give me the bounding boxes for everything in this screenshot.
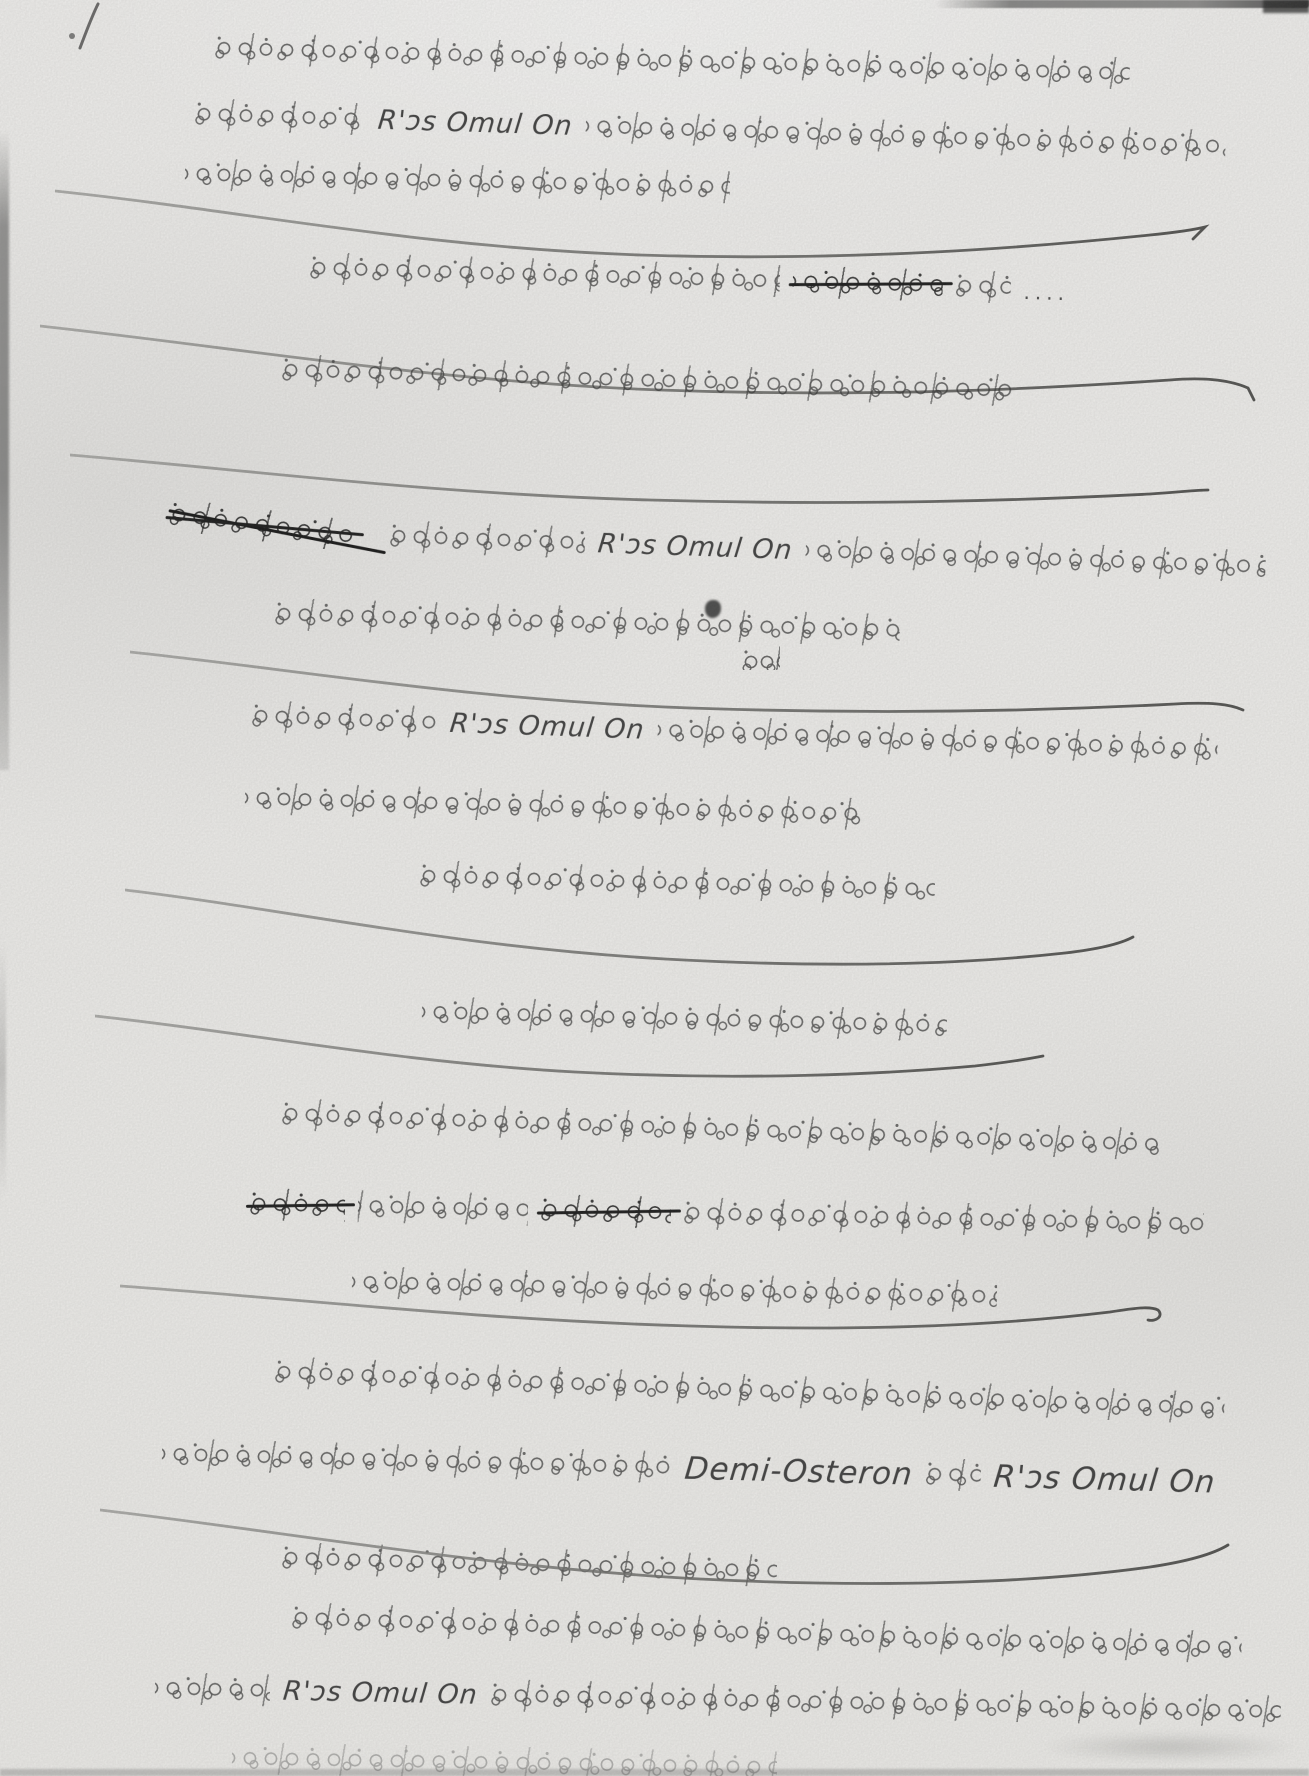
handwriting-line	[422, 996, 948, 1042]
burmese-scribble	[805, 535, 1266, 583]
burmese-scribble	[155, 1672, 271, 1706]
handwriting-line	[215, 32, 1131, 90]
strikethrough-scribble	[541, 1194, 672, 1229]
handwriting-line	[232, 1742, 777, 1776]
handwriting-line	[245, 782, 866, 830]
latin-word: R'ɔs Omul On	[376, 104, 575, 142]
handwriting-line	[168, 498, 356, 552]
burmese-scribble	[281, 1098, 1162, 1161]
burmese-scribble	[389, 520, 585, 559]
burmese-scribble	[420, 860, 936, 905]
burmese-scribble	[251, 700, 437, 738]
strikethrough-scribble	[250, 1188, 346, 1222]
handwriting-line	[281, 1098, 1162, 1161]
burmese-scribble	[310, 252, 781, 297]
burmese-scribble	[162, 1438, 673, 1483]
handwriting-line	[291, 1602, 1242, 1664]
handwriting-line	[194, 98, 1225, 162]
scan-smudge-bottom-right	[1039, 1732, 1299, 1762]
handwriting-line	[274, 1356, 1225, 1424]
latin-word: R'ɔs Omul On	[992, 1458, 1218, 1501]
scan-edge-smudge-left	[0, 130, 9, 770]
handwriting-line	[251, 700, 1217, 766]
burmese-scribble	[274, 1356, 1225, 1424]
handwriting-line	[162, 1438, 1218, 1501]
strikethrough-scribble	[168, 498, 356, 552]
burmese-scribble	[657, 714, 1218, 766]
handwriting-insertion	[742, 646, 780, 670]
handwriting-line	[420, 860, 936, 905]
burmese-scribble	[352, 1266, 998, 1313]
burmese-scribble	[215, 32, 1131, 90]
latin-word: Demi-Osteron	[683, 1450, 915, 1493]
handwriting-line	[282, 354, 1018, 407]
burmese-scribble	[684, 1197, 1205, 1240]
burmese-scribble	[282, 1542, 778, 1587]
burmese-scribble	[955, 270, 1011, 304]
handwriting-line	[282, 1542, 778, 1587]
corner-pen-mark	[62, 0, 132, 70]
scan-edge-smudge-top	[935, 0, 1309, 8]
trailing-dots: ....	[1023, 279, 1070, 306]
handwriting-line	[155, 1672, 1281, 1728]
latin-word: R'ɔs Omul On	[448, 707, 647, 746]
burmese-scribble	[282, 354, 1018, 407]
handwriting-line	[275, 598, 901, 646]
burmese-scribble	[275, 598, 901, 646]
handwriting-line	[352, 1266, 998, 1313]
burmese-scribble	[422, 996, 948, 1042]
burmese-scribble	[585, 110, 1226, 162]
burmese-scribble	[291, 1602, 1242, 1664]
latin-word: R'ɔs Omul On	[281, 1675, 480, 1711]
burmese-scribble	[358, 1190, 529, 1226]
burmese-scribble	[245, 782, 866, 830]
burmese-scribble	[194, 98, 365, 135]
separator-line	[125, 885, 1140, 975]
scan-corner-smudge-top-right	[1263, 0, 1309, 13]
burmese-scribble	[490, 1679, 1280, 1728]
insertion-below-line	[742, 646, 780, 670]
scan-edge-smudge-left-2	[0, 940, 6, 1200]
latin-word: R'ɔs Omul On	[596, 528, 795, 567]
burmese-scribble	[185, 158, 731, 203]
burmese-scribble	[925, 1458, 981, 1491]
separator-line	[70, 450, 1215, 514]
burmese-scribble	[232, 1742, 777, 1776]
handwriting-line	[389, 520, 1265, 583]
handwriting-line	[310, 252, 1070, 305]
handwriting-line	[185, 158, 731, 203]
strikethrough-scribble	[792, 265, 943, 301]
handwriting-line	[250, 1188, 1204, 1240]
